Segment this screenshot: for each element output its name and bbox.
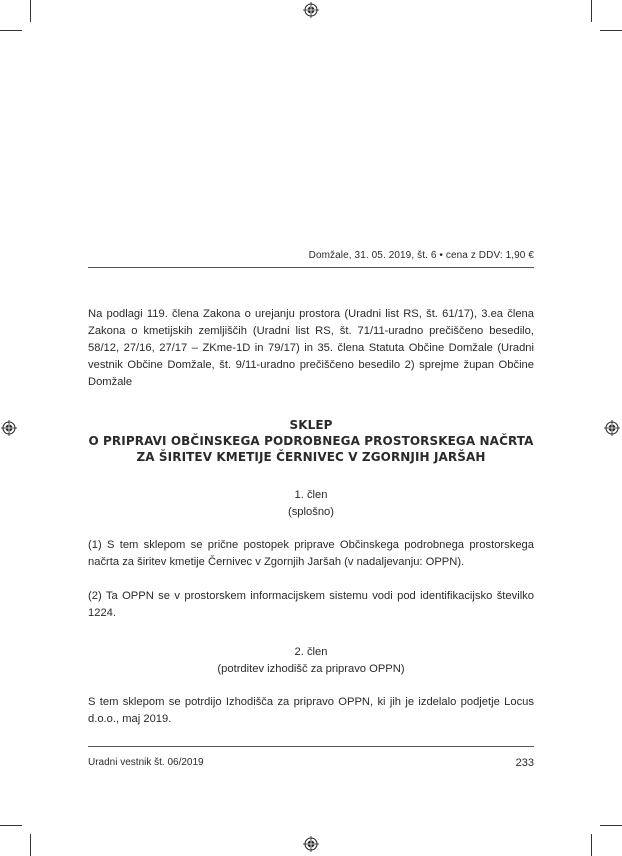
page-number: 233: [515, 757, 534, 769]
crop-mark: [591, 0, 592, 22]
article-subheading: (splošno): [287, 506, 334, 518]
article-1-paragraph-2: (2) Ta OPPN se v prostorskem informacijskem sistemu vodi pod identifikacijsko številko 1224.: [88, 590, 534, 619]
title-line-3: ZA ŠIRITEV KMETIJE ČERNIVEC V ZGORNJIH JARŠAH: [136, 450, 486, 464]
publication-label: Uradni vestnik št. 06/2019: [88, 757, 204, 768]
crop-mark: [591, 834, 592, 856]
registration-mark-icon: [303, 2, 319, 18]
registration-mark-icon: [303, 836, 319, 852]
article-2-paragraph-1: S tem sklepom se potrdijo Izhodišča za pripravo OPPN, ki jih je izdelalo podjetje Locus d.o.o., maj 2019.: [88, 696, 534, 725]
registration-mark-icon: [604, 420, 620, 436]
article-2-heading: [88, 644, 534, 678]
title-line-1: SKLEP: [289, 418, 333, 432]
crop-mark: [0, 30, 22, 31]
running-head-text: Domžale, 31. 05. 2019, št. 6 • cena z DDV: 1,90 €: [308, 250, 534, 261]
intro-paragraph: Na podlagi 119. člena Zakona o urejanju prostora (Uradni list RS, št. 61/17), 3.ea člena Zakona o kmetijskih zemljiščih (Uradni list RS, št. 71/11-uradno prečiščeno besedilo, 58/12, 27/16, 27/17 – ZKme-1D in 79/17) in 35. člena Statuta Občine Domžale (Uradni vestnik Občine Domžale, št. 9/11-uradno prečiščeno besedilo 2) sprejme župan Občine Domžale: [88, 308, 534, 388]
registration-mark-icon: [1, 420, 17, 436]
article-1-heading: [88, 487, 534, 521]
title-line-2: O PRIPRAVI OBČINSKEGA PODROBNEGA PROSTORSKEGA NAČRTA: [88, 434, 534, 448]
document-body: [88, 306, 534, 728]
crop-mark: [30, 834, 31, 856]
article-number: 2. člen: [294, 646, 328, 658]
running-header: [88, 250, 534, 268]
crop-mark: [30, 0, 31, 22]
article-number: 1. člen: [294, 489, 328, 501]
crop-mark: [600, 825, 622, 826]
document-title: [88, 417, 534, 465]
article-1-paragraph-1: (1) S tem sklepom se prične postopek priprave Občinskega podrobnega prostorskega načrta za širitev kmetije Černivec v Zgornjih Jaršah (v nadaljevanju: OPPN).: [88, 539, 534, 568]
page-footer: [88, 746, 534, 769]
crop-mark: [600, 30, 622, 31]
article-subheading: (potrditev izhodišč za pripravo OPPN): [217, 663, 405, 675]
crop-mark: [0, 825, 22, 826]
